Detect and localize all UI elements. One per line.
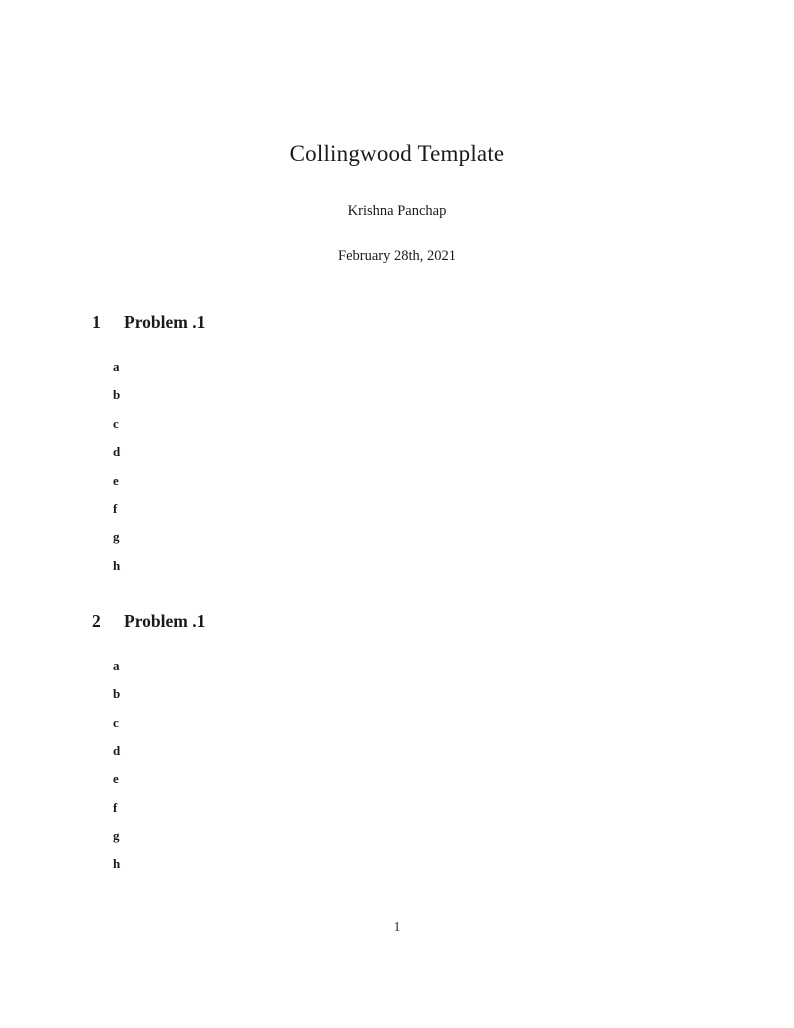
list-item: b <box>113 387 121 403</box>
list-item: g <box>113 828 120 844</box>
section-1-title: Problem .1 <box>124 312 206 332</box>
list-item: d <box>113 742 121 758</box>
list-item: e <box>113 472 119 488</box>
section-1-heading <box>92 312 794 333</box>
section-2-number: 2 <box>92 610 101 631</box>
list-item: h <box>113 856 121 872</box>
list-item: c <box>113 415 119 431</box>
list-item: f <box>113 799 118 815</box>
section-1 <box>0 312 794 574</box>
list-item: a <box>113 657 120 673</box>
section-2-items <box>113 658 794 873</box>
list-item: h <box>113 557 121 573</box>
document-title: Collingwood Template <box>289 141 505 166</box>
list-item: c <box>113 714 119 730</box>
document-author: Krishna Panchap <box>347 203 447 219</box>
document-date: February 28th, 2021 <box>338 248 456 264</box>
section-1-number: 1 <box>92 312 101 332</box>
list-item: f <box>113 500 118 516</box>
list-item: e <box>113 771 119 787</box>
page-number: 1 <box>393 920 401 935</box>
list-item: d <box>113 444 121 460</box>
section-1-items <box>113 359 794 574</box>
list-item: a <box>113 359 120 374</box>
list-item: g <box>113 529 120 545</box>
section-2-title: Problem .1 <box>124 610 206 631</box>
list-item: b <box>113 686 121 702</box>
section-2-heading <box>92 611 794 632</box>
section-2 <box>0 611 794 873</box>
